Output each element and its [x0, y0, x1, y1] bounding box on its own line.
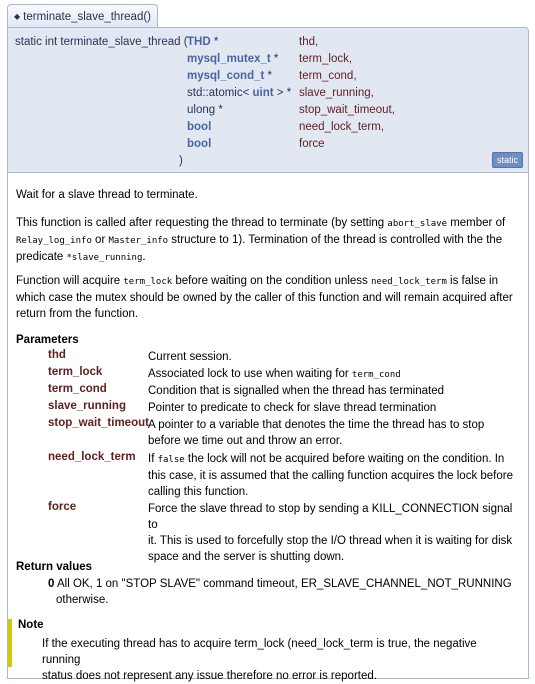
param-type: bool: [187, 138, 212, 150]
param-label-slave-running: slave_running: [48, 400, 126, 412]
param-label-thd: thd: [48, 349, 66, 361]
return-value-code: 0: [48, 578, 55, 590]
param-type: ulong *: [187, 104, 223, 116]
function-title: terminate_slave_thread(): [23, 10, 151, 23]
description-paragraph-2: Function will acquire term_lock before waiting on the condition unless need_lock_term is false in which case the mutex should be owned by the caller of this function and will remain acquired after return from the function.: [16, 275, 513, 320]
description-paragraph-1: This function is called after requesting the thread to terminate (by setting abort_slave member of Relay_log_info or Master_info structure to 1). Termination of the thread is controlled with the the predicate *slave_running.: [16, 217, 506, 263]
code-abort-slave: abort_slave: [387, 219, 448, 229]
param-desc-force: Force the slave thread to stop by sending a KILL_CONNECTION signal to it. This is used to forcefully stop the I/O thread when it is waiting for disk space and the server is shutting down.: [148, 503, 513, 563]
param-name: stop_wait_timeout,: [299, 104, 395, 116]
note-block: [8, 619, 518, 682]
return-values-heading: Return values: [16, 561, 93, 573]
summary-text: Wait for a slave thread to terminate.: [16, 189, 198, 201]
param-type: std::atomic< uint > *: [187, 87, 292, 99]
param-name: need_lock_term,: [299, 121, 385, 133]
param-label-force: force: [48, 501, 77, 513]
param-desc-stop-wait-timeout: A pointer to a variable that denotes the time the thread has to stop before we time out and throw an error.: [148, 419, 485, 447]
param-type: mysql_mutex_t *: [187, 53, 279, 65]
param-desc-slave-running: Pointer to predicate to check for slave thread termination: [148, 402, 437, 414]
param-type: THD *: [187, 36, 219, 48]
param-label-stop-wait-timeout: stop_wait_timeout: [48, 417, 149, 429]
note-heading: Note: [18, 619, 44, 631]
static-badge: static: [492, 152, 523, 168]
note-text: If the executing thread has to acquire term_lock (need_lock_term is true, the negative running status does not represent any issue therefore no error is reported.: [42, 638, 477, 682]
function-prototype: [7, 27, 529, 173]
param-label-term-lock: term_lock: [48, 366, 103, 378]
bullet-icon: ◆: [14, 12, 21, 21]
param-name: thd,: [299, 36, 319, 48]
param-desc-thd: Current session.: [148, 351, 232, 363]
param-desc-term-lock: Associated lock to use when waiting for term_cond: [148, 368, 401, 380]
param-type: bool: [187, 121, 212, 133]
return-value-row: 0 All OK, 1 on "STOP SLAVE" command timeout, ER_SLAVE_CHANNEL_NOT_RUNNING otherwise.: [48, 578, 512, 606]
prototype-prefix: static int terminate_slave_thread (: [15, 36, 188, 48]
param-name: term_lock,: [299, 53, 353, 65]
param-type: mysql_cond_t *: [187, 70, 272, 82]
param-name: term_cond,: [299, 70, 357, 82]
param-name: slave_running,: [299, 87, 374, 99]
param-name: force: [299, 138, 325, 150]
parameters-heading: Parameters: [16, 334, 79, 346]
function-documentation: [7, 173, 529, 682]
function-tab: [7, 4, 158, 28]
param-label-term-cond: term_cond: [48, 383, 107, 395]
param-desc-need-lock-term: If false the lock will not be acquired before waiting on the condition. In this case, it is assumed that the calling function acquires the lock before calling this function.: [148, 453, 514, 498]
param-label-need-lock-term: need_lock_term: [48, 451, 136, 463]
param-desc-term-cond: Condition that is signalled when the thread has terminated: [148, 385, 444, 397]
prototype-close: ): [179, 155, 183, 167]
